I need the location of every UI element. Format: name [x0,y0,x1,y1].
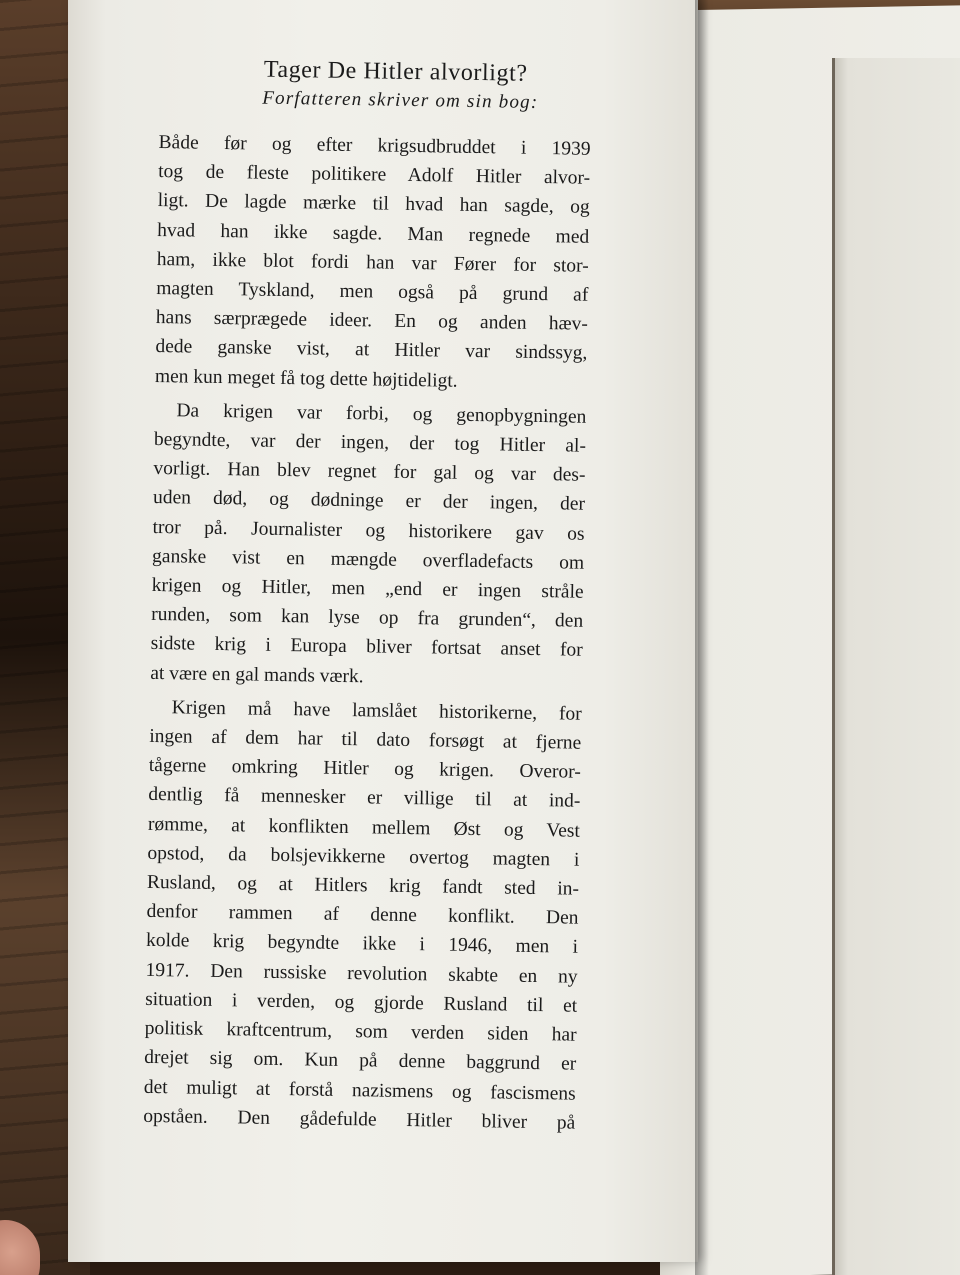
text-line: begyndte, var der ingen, der tog Hitler al- [153,428,587,457]
text-line: men kun meget få tog dette højtideligt. [154,365,458,392]
text-line: uden død, og dødninge er der ingen, der [152,487,586,516]
text-line: 1917. Den russiske revolution skabte en ny [145,959,578,988]
text-line: opståen. Den gådefulde Hitler bliver på [143,1105,576,1134]
back-book-page-edge [832,58,960,1275]
text-line: vorligt. Han blev regnet for gal og var des- [153,458,586,486]
text-line: ham, ikke blot fordi han var Fører for stor- [156,248,589,277]
text-line: denfor rammen af denne konflikt. Den [146,901,579,929]
text-line: Både før og efter krigsudbruddet i 1939 [158,131,591,160]
text-line: politisk kraftcentrum, som verden siden har [144,1017,577,1046]
text-line: tog de fleste politikere Adolf Hitler alvor- [158,161,591,189]
paragraph-3 [143,693,582,1138]
paragraph-1 [155,128,591,398]
text-line: opstod, da bolsjevikkerne overtog magten i [147,842,580,871]
text-line: ligt. De lagde mærke til hvad han sagde, og [157,190,590,219]
text-line: dede ganske vist, at Hitler var sindssyg, [155,336,588,365]
text-line: ingen af dem har til dato forsøgt at fjerne [149,725,582,754]
text-line: kolde krig begyndte ikke i 1946, men i [145,930,579,959]
text-line: sidste krig i Europa bliver fortsat anset for [150,633,583,662]
text-line: Da krigen var forbi, og genopbygningen [176,400,587,428]
paragraph-2 [150,396,587,695]
text-line: tror på. Journalister og historikere gav os [152,516,585,545]
text-line: Rusland, og at Hitlers krig fandt sted in- [146,871,580,900]
text-line: krigen og Hitler, men „end er ingen stråle [151,574,584,603]
page-title: Tager De Hitler alvorligt? [263,56,528,87]
text-line: runden, som kan lyse op fra grunden“, den [151,604,584,632]
text-line: rømme, at konflikten mellem Øst og Vest [147,813,581,842]
text-line: Krigen må have lamslået historikerne, for [171,697,582,725]
text-line: tågerne omkring Hitler og krigen. Overor- [148,755,581,783]
text-line: hvad han ikke sagde. Man regnede med [157,219,590,248]
text-line: det muligt at forstå nazismens og fascismens [143,1076,576,1105]
text-line: ganske vist en mængde overfladefacts om [151,545,585,574]
page-subtitle: Forfatteren skriver om sin bog: [262,87,539,113]
page-shadow [695,0,709,1275]
text-line: magten Tyskland, men også på grund af [156,277,589,306]
text-line: situation i verden, og gjorde Rusland til et [145,988,578,1017]
text-line: drejet sig om. Kun på denne baggrund er [144,1047,577,1075]
printed-text-block [143,55,592,1143]
text-line: hans særprægede ideer. En og anden hæv- [155,307,588,335]
text-line: at være en gal mands værk. [150,662,364,687]
text-line: dentlig få mennesker er villige til at ind- [148,784,581,813]
